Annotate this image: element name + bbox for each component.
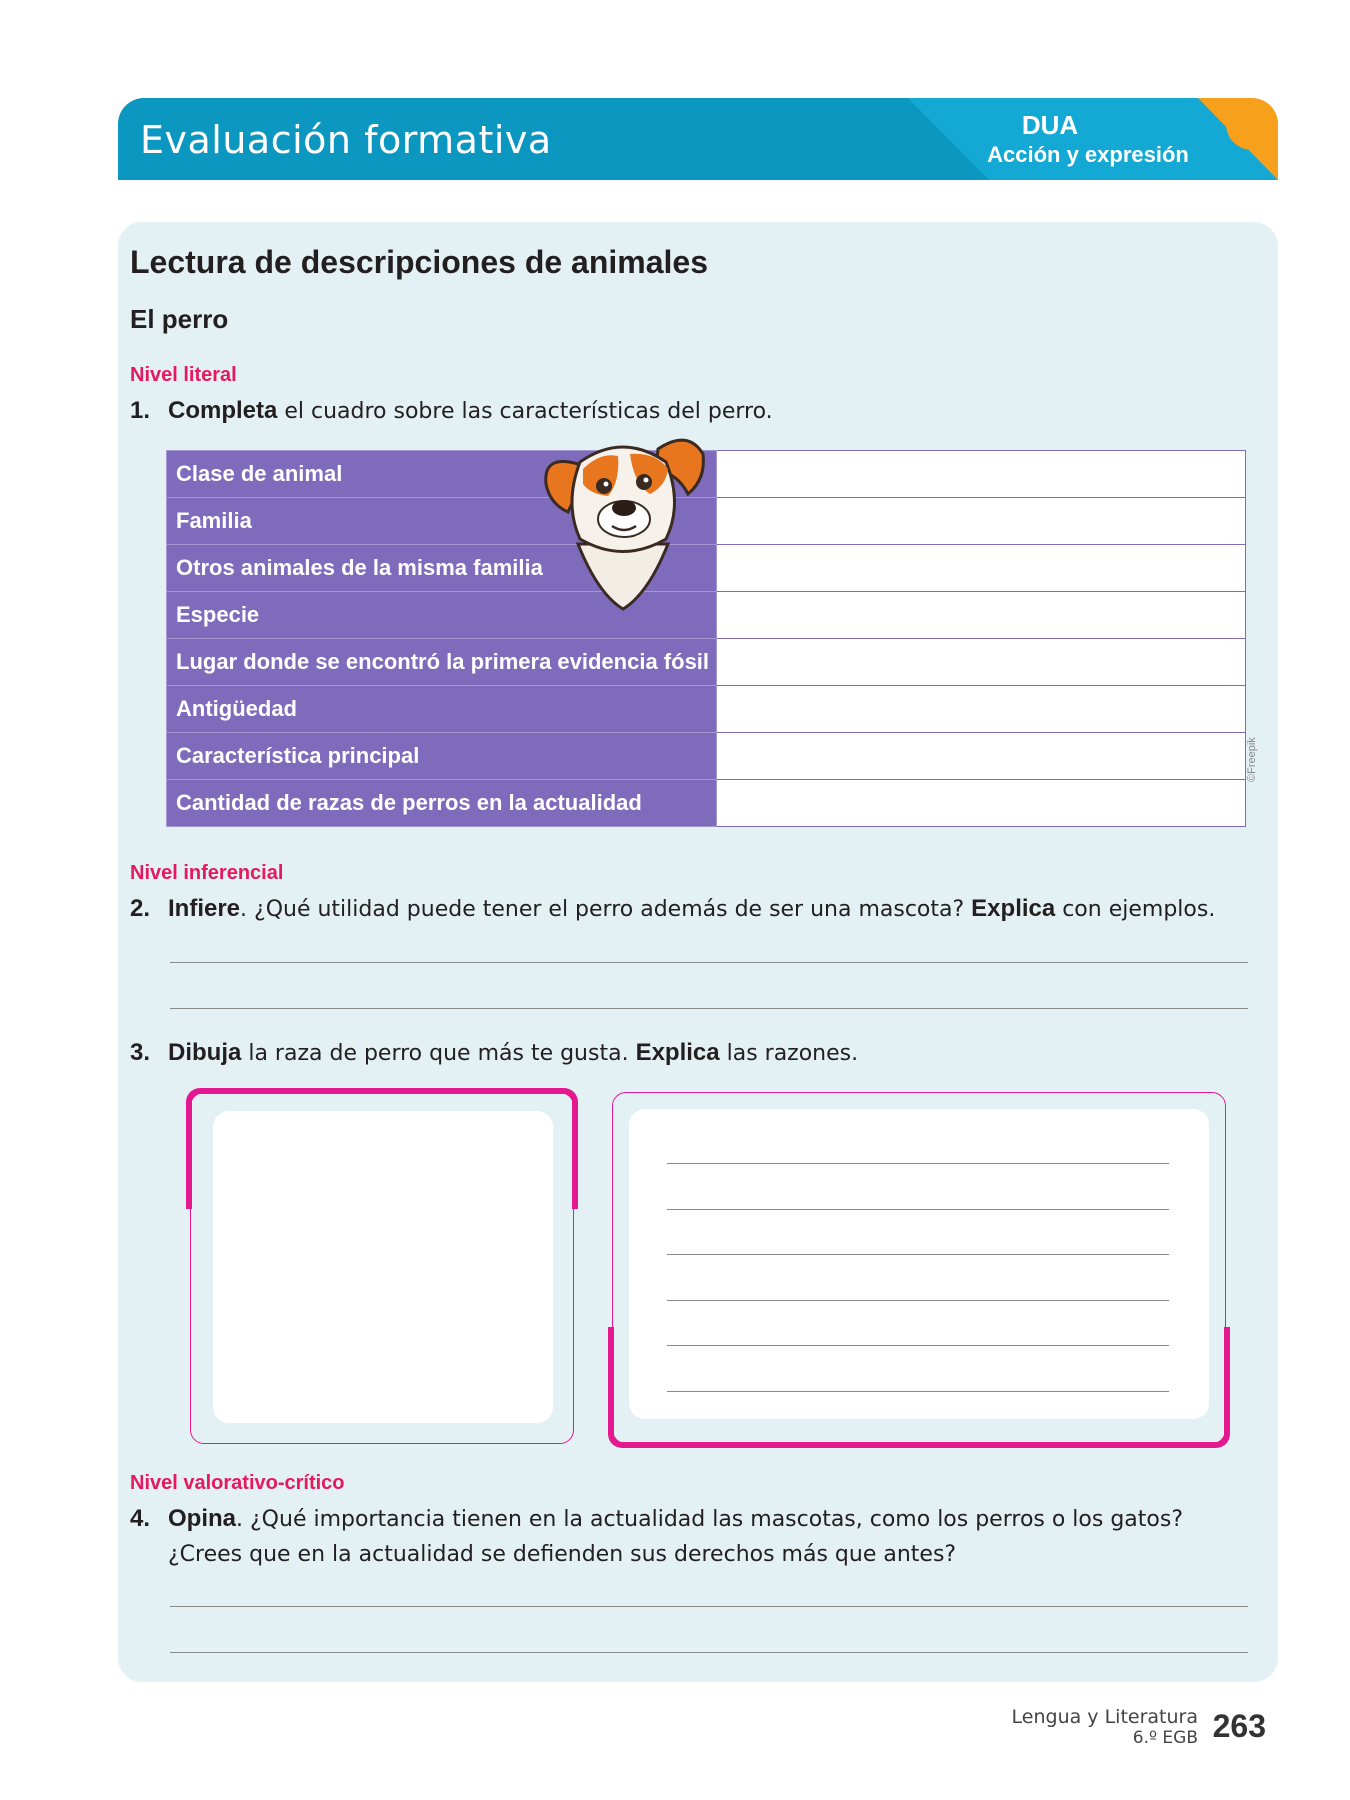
question-3 xyxy=(130,1036,858,1071)
row-label: Clase de animal xyxy=(167,451,717,498)
row-label: Otros animales de la misma familia xyxy=(167,545,717,592)
table-row xyxy=(167,733,1246,780)
answer-line[interactable] xyxy=(667,1209,1169,1210)
question-text: las razones. xyxy=(719,1041,859,1066)
question-text: . ¿Qué importancia tienen en la actualidad las mascotas, como los perros o los gatos? ¿Crees que en la actualidad se defienden sus derechos más que antes? xyxy=(168,1507,1184,1567)
question-2 xyxy=(130,892,1215,927)
answer-cell[interactable] xyxy=(717,545,1246,592)
question-text: con ejemplos. xyxy=(1055,897,1216,922)
question-4 xyxy=(130,1502,1278,1572)
banner-corner-mask xyxy=(1252,98,1278,124)
answer-line[interactable] xyxy=(170,1652,1248,1653)
header-banner xyxy=(118,98,1278,180)
section-title: Lectura de descripciones de animales xyxy=(130,244,709,280)
row-label: Especie xyxy=(167,592,717,639)
question-verb: Explica xyxy=(971,895,1056,922)
row-label: Lugar donde se encontró la primera evidencia fósil xyxy=(167,639,717,686)
level-inferencial: Nivel inferencial xyxy=(130,862,284,884)
answer-line[interactable] xyxy=(170,1008,1248,1009)
question-verb: Completa xyxy=(168,397,278,424)
answer-cell[interactable] xyxy=(717,498,1246,545)
answer-cell[interactable] xyxy=(717,592,1246,639)
explanation-area xyxy=(629,1109,1209,1419)
footer-subject: Lengua y Literatura xyxy=(1011,1706,1198,1728)
answer-line[interactable] xyxy=(170,1606,1248,1607)
question-verb: Explica xyxy=(635,1039,720,1066)
page-number: 263 xyxy=(1212,1708,1266,1744)
answer-line[interactable] xyxy=(667,1345,1169,1346)
question-number: 1. xyxy=(130,397,151,424)
question-verb: Dibuja xyxy=(168,1039,242,1066)
page-title: Evaluación formativa xyxy=(140,118,552,162)
dua-badge-subtitle: Acción y expresión xyxy=(987,142,1189,167)
answer-line[interactable] xyxy=(667,1391,1169,1392)
explanation-frame xyxy=(612,1092,1226,1444)
evaluation-card xyxy=(118,222,1278,1682)
answer-cell[interactable] xyxy=(717,686,1246,733)
question-text: la raza de perro que más te gusta. xyxy=(241,1041,636,1066)
question-verb: Infiere xyxy=(168,895,241,922)
dua-badge-title: DUA xyxy=(1021,110,1079,140)
question-number: 4. xyxy=(130,1505,151,1532)
answer-cell[interactable] xyxy=(717,780,1246,827)
answer-line[interactable] xyxy=(667,1163,1169,1164)
row-label: Cantidad de razas de perros en la actualidad xyxy=(167,780,717,827)
row-label: Antigüedad xyxy=(167,686,717,733)
row-label: Familia xyxy=(167,498,717,545)
table-row xyxy=(167,686,1246,733)
answer-line[interactable] xyxy=(667,1254,1169,1255)
image-credit: ©Freepik xyxy=(1246,737,1258,782)
question-number: 2. xyxy=(130,895,151,922)
row-label: Característica principal xyxy=(167,733,717,780)
drawing-area[interactable] xyxy=(213,1111,553,1423)
section-subtitle: El perro xyxy=(130,304,229,334)
answer-cell[interactable] xyxy=(717,639,1246,686)
footer-grade: 6.º EGB xyxy=(1132,1728,1198,1748)
answer-line[interactable] xyxy=(667,1300,1169,1301)
level-valorativo: Nivel valorativo-crítico xyxy=(130,1472,345,1494)
question-verb: Opina xyxy=(168,1505,237,1532)
table-row xyxy=(167,639,1246,686)
answer-cell[interactable] xyxy=(717,451,1246,498)
table-row xyxy=(167,780,1246,827)
answer-cell[interactable] xyxy=(717,733,1246,780)
question-text: . ¿Qué utilidad puede tener el perro además de ser una mascota? xyxy=(240,897,972,922)
dog-illustration xyxy=(538,424,708,614)
drawing-frame xyxy=(190,1092,574,1444)
question-text: el cuadro sobre las características del perro. xyxy=(277,399,773,424)
level-literal: Nivel literal xyxy=(130,364,237,386)
question-number: 3. xyxy=(130,1039,151,1066)
answer-line[interactable] xyxy=(170,962,1248,963)
